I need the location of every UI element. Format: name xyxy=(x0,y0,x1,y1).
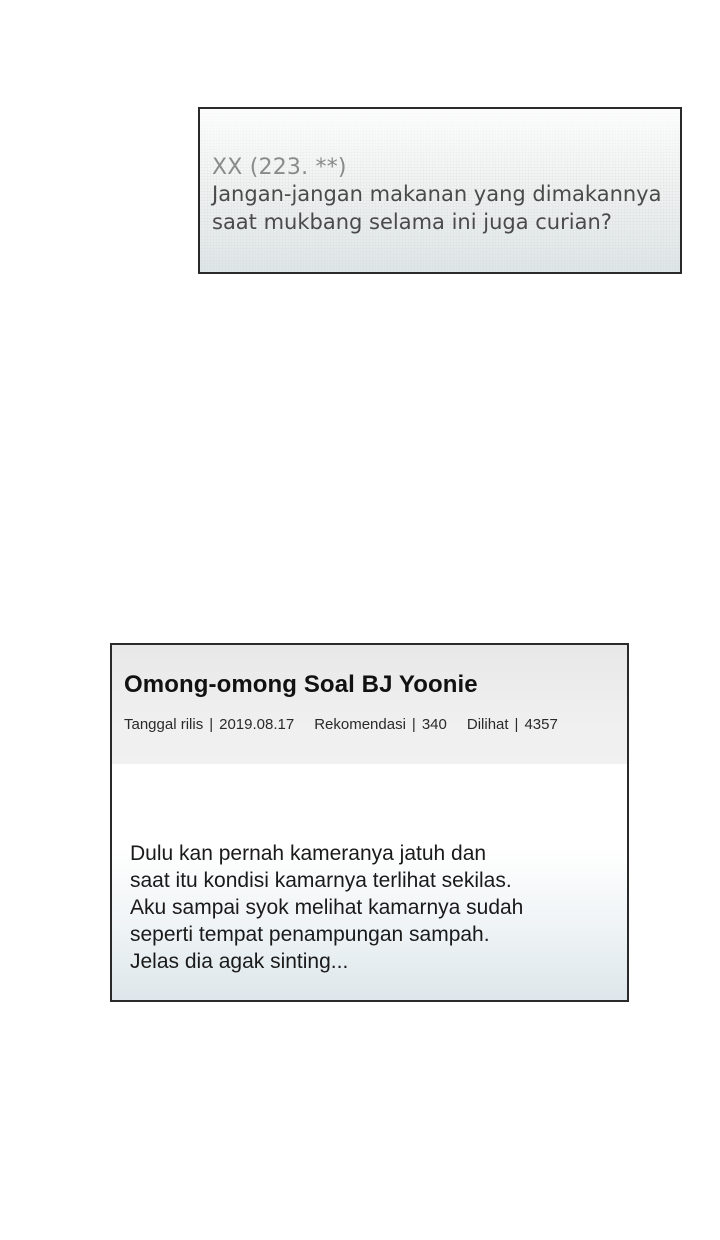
article-line: seperti tempat penampungan sampah. xyxy=(130,923,490,946)
recommend-label: Rekomendasi xyxy=(314,716,406,733)
meta-separator: | xyxy=(411,716,416,733)
release-date-value: 2019.08.17 xyxy=(219,716,295,733)
article-line: Dulu kan pernah kameranya jatuh dan xyxy=(130,842,487,865)
article-header xyxy=(112,645,627,764)
comment-panel xyxy=(198,107,682,274)
article-panel xyxy=(110,643,629,1002)
views-label: Dilihat xyxy=(466,716,509,733)
recommend-count: 340 xyxy=(421,716,447,733)
comment-line: Jangan-jangan makanan yang dimakannya xyxy=(212,182,662,206)
meta-separator: | xyxy=(514,716,519,733)
article-line: saat itu kondisi kamarnya terlihat sekilas. xyxy=(130,869,512,892)
article-text xyxy=(130,840,523,975)
views-count: 4357 xyxy=(524,716,558,733)
release-date-label: Tanggal rilis xyxy=(124,716,204,733)
comment-author-meta: XX (223. **) xyxy=(212,155,347,180)
article-meta xyxy=(124,716,558,733)
meta-separator: | xyxy=(209,716,214,733)
article-line: Jelas dia agak sinting... xyxy=(130,950,349,973)
comment-line: saat mukbang selama ini juga curian? xyxy=(212,210,612,234)
article-body xyxy=(112,764,627,1002)
article-line: Aku sampai syok melihat kamarnya sudah xyxy=(130,896,524,919)
article-title: Omong-omong Soal BJ Yoonie xyxy=(124,671,478,698)
comment-text xyxy=(212,180,678,236)
